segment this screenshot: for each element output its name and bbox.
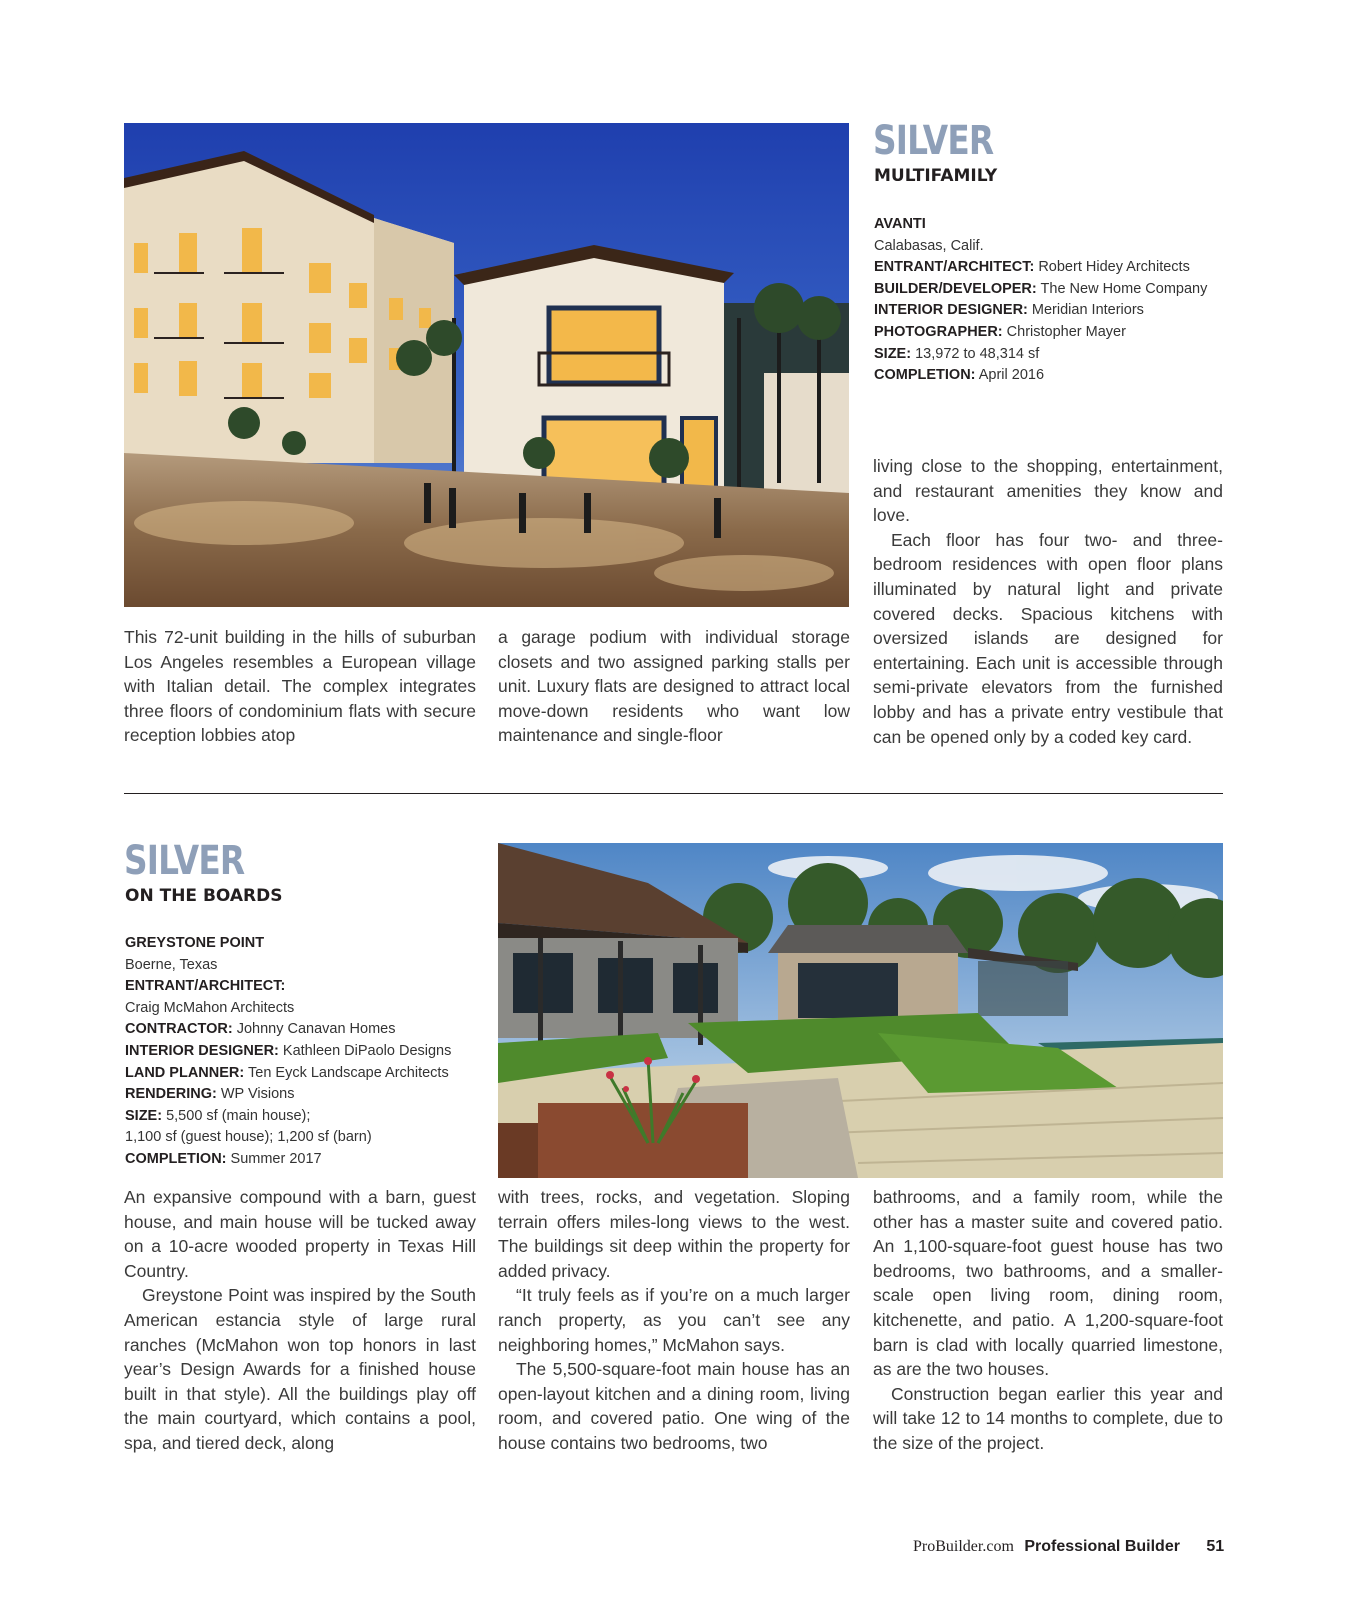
credit-value: Ten Eyck Landscape Architects [248,1064,449,1081]
credit-value: 1,100 sf (guest house); 1,200 sf (barn) [125,1129,372,1146]
credit-label: BUILDER/DEVELOPER: [874,280,1037,297]
page-footer [913,1538,1224,1556]
project-credits [874,214,1207,387]
award-category-heading: MULTIFAMILY [874,166,998,186]
credit-label: SIZE: [874,345,912,362]
credit-line [874,322,1207,344]
credit-value: 5,500 sf (main house); [166,1107,311,1124]
credit-line [874,279,1207,301]
credit-value: WP Visions [220,1086,295,1103]
credit-value: The New Home Company [1040,280,1208,297]
body-paragraph: This 72-unit building in the hills of suburban Los Angeles resembles a European village with Italian detail. The complex integrates three floors of condominium flats with secure reception lobbies atop [124,627,476,746]
body-paragraph: a garage podium with individual storage closets and two assigned parking stalls per unit. Luxury flats are designed to attract local move-down residents who want low maintenance and single-floor [498,627,850,746]
credit-label: INTERIOR DESIGNER: [125,1042,279,1059]
credit-line [125,1019,451,1041]
credit-label: SIZE: [125,1107,163,1124]
article-column-2 [498,625,850,748]
project-credits [125,933,451,1171]
project-name: GREYSTONE POINT [125,935,265,951]
body-paragraph: Each floor has four two- and three-bedroom residences with open floor plans illuminated by natural light and private covered decks. Spacious kitchens with oversized islands are designed for entertaining. Each unit is accessible through semi-private elevators from the furnished lobby and has a private entry vestibule that can be opened only by a coded key card. [873,529,1223,747]
credit-label: PHOTOGRAPHER: [874,323,1003,340]
credit-line [125,1084,451,1106]
credit-label: INTERIOR DESIGNER: [874,302,1028,319]
credit-line [125,1106,451,1128]
credit-value: 13,972 to 48,314 sf [915,345,1040,362]
body-paragraph: Greystone Point was inspired by the South American estancia style of large rural ranches (McMahon won top honors in last year’s Design Awards for a finished house built in that style). All the buildings play off the main courtyard, which contains a pool, spa, and tiered deck, along [124,1285,476,1453]
credit-label: LAND PLANNER: [125,1064,245,1081]
section-divider [124,793,1223,794]
credit-label: ENTRANT/ARCHITECT: [125,978,286,995]
article-column-3 [873,1185,1223,1456]
article-column-2 [498,1185,850,1456]
footer-site: ProBuilder.com [913,1538,1014,1555]
article-column-1 [124,625,476,748]
credit-label: RENDERING: [125,1086,217,1103]
credit-value: Meridian Interiors [1031,302,1144,319]
credit-line [874,300,1207,322]
credit-line [874,344,1207,366]
credit-line [874,365,1207,387]
credit-value: Johnny Canavan Homes [236,1021,396,1038]
credit-label: COMPLETION: [125,1150,227,1167]
credit-value: Kathleen DiPaolo Designs [282,1042,452,1059]
body-paragraph: The 5,500-square-foot main house has an open-layout kitchen and a dining room, living room, and covered patio. One wing of the house contains two bedrooms, two [498,1359,850,1453]
article-column-3 [873,454,1223,749]
credit-value: April 2016 [978,367,1045,384]
credit-value: Craig McMahon Architects [125,999,295,1016]
credit-value: Christopher Mayer [1006,323,1126,340]
article-column-1 [124,1185,476,1456]
credit-line [125,1041,451,1063]
credit-line [874,257,1207,279]
body-paragraph: bathrooms, and a family room, while the other has a master suite and covered patio. An 1,100-square-foot guest house has two bedrooms, two bathrooms, and a smaller-scale open living room, dining room, kitchenette, and patio. A 1,200-square-foot barn is clad with locally quarried limestone, as are the two houses. [873,1187,1223,1380]
credit-label: ENTRANT/ARCHITECT: [874,259,1035,276]
body-paragraph: “It truly feels as if you’re on a much larger ranch property, as you can’t see any neighboring homes,” McMahon says. [498,1285,850,1355]
credit-line [125,1149,451,1171]
project-location: Calabasas, Calif. [874,237,984,254]
footer-magazine: Professional Builder [1024,1538,1180,1555]
credit-value: Summer 2017 [230,1150,322,1167]
credit-value: Robert Hidey Architects [1038,259,1190,276]
award-level-heading: SILVER [124,838,245,884]
credit-label: COMPLETION: [874,367,976,384]
body-paragraph: An expansive compound with a barn, guest house, and main house will be tucked away on a 10-acre wooded property in Texas Hill Country. [124,1187,476,1281]
award-category-heading: ON THE BOARDS [125,886,283,906]
body-paragraph: living close to the shopping, entertainment, and restaurant amenities they know and love. [873,456,1223,526]
award-level-heading: SILVER [873,118,994,164]
credit-line [125,1063,451,1085]
credit-label: CONTRACTOR: [125,1021,233,1038]
project-location: Boerne, Texas [125,956,218,973]
body-paragraph: with trees, rocks, and vegetation. Sloping terrain offers miles-long views to the west. The buildings sit deep within the property for added privacy. [498,1187,850,1281]
page-number: 51 [1206,1538,1225,1555]
greystone-rendering [498,843,1223,1178]
project-name: AVANTI [874,216,926,232]
body-paragraph: Construction began earlier this year and will take 12 to 14 months to complete, due to the size of the project. [873,1383,1223,1453]
avanti-photo [124,123,849,607]
